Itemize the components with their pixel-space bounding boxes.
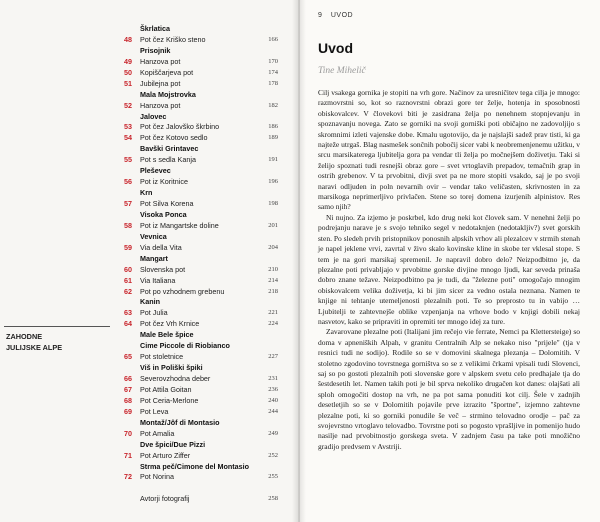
toc-title: Pot Leva: [140, 406, 169, 416]
toc-title: Kanin: [140, 297, 160, 307]
toc-group-heading[interactable]: [120, 341, 278, 352]
section-label-line1: ZAHODNE: [6, 332, 43, 341]
toc-route-number: 67: [124, 384, 132, 394]
toc-entry[interactable]: [120, 199, 278, 210]
toc-page-number: 198: [268, 200, 278, 207]
toc-page-number: 191: [268, 156, 278, 164]
toc-entry[interactable]: [120, 429, 278, 440]
toc-entry[interactable]: [120, 287, 278, 298]
toc-title: Krn: [140, 188, 153, 198]
toc-route-number: 50: [124, 67, 132, 77]
toc-title: Pot Julia: [140, 308, 168, 318]
toc-title: Pot po vzhodnem grebenu: [140, 286, 225, 296]
toc-title: Via della Vita: [140, 242, 182, 252]
toc-entry[interactable]: [120, 122, 278, 133]
toc-page-number: 182: [268, 101, 278, 109]
toc-page-number: 252: [268, 451, 278, 459]
paragraph: Ni nujno. Za izjemo je poskrbel, kdo drug neki kot človek sam. V nenehni želji po podrejanju narave je s svojo tehniko segel v nedotaknjen (nedotakljiv?) svet gorskih sten. Po sledeh prvih pristopnikov ponosnih alpskih vrhov ali plezalcev v strmih stenah je napel jeklene vrvi, zavrtal v živo skalo kovinske kline in skobe ter vklesal stope. S tem je na gori marsikaj spremenil. Je napravil dobro delo? Neizpodbitno je, da plezalne poti privabljajo v prvobitne gorske divjine mnogo ljudi, kar seveda prinaša dobro znane težave. Neizpodbitno pa je tudi, da "železne poti" omogočajo mnogim obiskovalcem velika doživetja, ki bi jim sicer za vedno ostala neznana. Namen te knjige ni tehtanje utemeljenosti plezalnih poti. Te so preprosto tu in vabijo … Ljubitelji te zahtevnejše oblike vzpenjanja na vrhove bodo v knjigi dobili nekaj nasvetov, kako se pripraviti in opremiti ter mnogo idej za ture.: [318, 212, 580, 326]
toc-route-number: 63: [124, 308, 132, 318]
toc-page-number: 166: [268, 35, 278, 43]
toc-page-number: 244: [268, 407, 278, 415]
toc-title: Pot Attila Goitan: [140, 384, 192, 394]
toc-route-number: 54: [124, 133, 132, 143]
toc-group-heading[interactable]: [120, 363, 278, 374]
toc-entry[interactable]: [120, 308, 278, 319]
toc-group-heading[interactable]: [120, 112, 278, 123]
toc-entry[interactable]: [120, 79, 278, 90]
toc-route-number: 51: [124, 78, 132, 88]
toc-title: Bavški Grintavec: [140, 144, 199, 154]
toc-entry[interactable]: [120, 472, 278, 483]
toc-page-number: 240: [268, 396, 278, 404]
toc-entry[interactable]: [120, 155, 278, 166]
toc-title: Pot iz Mangartske doline: [140, 220, 219, 230]
toc-entry[interactable]: [120, 35, 278, 46]
toc-title: Prisojnik: [140, 45, 171, 55]
toc-title: Strma peč/Cimone del Montasio: [140, 461, 250, 471]
toc-route-number: 57: [124, 199, 132, 208]
toc-page-number: 236: [268, 385, 278, 393]
toc-route-number: 55: [124, 155, 132, 165]
toc-entry[interactable]: [120, 101, 278, 112]
section-label-line2: JULIJSKE ALPE: [6, 343, 63, 352]
toc-page-number: 249: [268, 429, 278, 437]
toc-entry[interactable]: [120, 396, 278, 407]
toc-entry[interactable]: [120, 407, 278, 418]
toc-group-heading[interactable]: [120, 144, 278, 155]
toc-group-heading[interactable]: [120, 46, 278, 57]
toc-route-number: 65: [124, 352, 132, 362]
toc-group-heading[interactable]: [120, 254, 278, 265]
toc-route-number: 66: [124, 374, 132, 383]
toc-route-number: 62: [124, 286, 132, 296]
running-head: [318, 12, 353, 19]
toc-title: Pot čez Vrh Krnice: [140, 319, 200, 329]
toc-entry[interactable]: [120, 276, 278, 287]
toc-title: Slovenska pot: [140, 264, 186, 274]
toc-page-number: 224: [268, 320, 278, 328]
toc-title: Cime Piccole di Riobianco: [140, 341, 230, 351]
toc-page-number: 204: [268, 243, 278, 251]
toc-page-number: 218: [268, 287, 278, 295]
toc-title: Škrlatica: [140, 24, 170, 33]
toc-entry[interactable]: [120, 374, 278, 385]
toc-entry[interactable]: [120, 57, 278, 68]
toc-page-number: 221: [268, 309, 278, 317]
toc-title: Vevnica: [140, 231, 167, 241]
toc-page-number: 210: [268, 265, 278, 273]
toc-group-heading[interactable]: [120, 188, 278, 199]
book-gutter: [292, 0, 306, 522]
toc-page-number: 227: [268, 353, 278, 361]
toc-title: Pot čez Kriško steno: [140, 34, 206, 44]
toc-page-number: 201: [268, 221, 278, 229]
toc-route-number: 64: [124, 319, 132, 329]
toc-entry[interactable]: [120, 451, 278, 462]
toc-entry[interactable]: [120, 385, 278, 396]
toc-page-number: 258: [268, 495, 278, 503]
chapter-title: Uvod: [318, 40, 353, 56]
toc-entry[interactable]: [120, 177, 278, 188]
toc-route-number: 52: [124, 100, 132, 110]
toc-entry[interactable]: [120, 352, 278, 363]
toc-title: Mala Mojstrovka: [140, 89, 196, 99]
toc-title: Pleševec: [140, 166, 171, 176]
toc-group-heading[interactable]: [120, 297, 278, 308]
toc-title: Hanzova pot: [140, 56, 181, 66]
toc-page-number: 170: [268, 57, 278, 65]
toc-title: Viš in Poliški špiki: [140, 363, 203, 373]
toc-route-number: 53: [124, 122, 132, 132]
toc-group-heading[interactable]: [120, 24, 278, 35]
toc-route-number: 69: [124, 406, 132, 416]
toc-group-heading[interactable]: [120, 90, 278, 101]
toc-group-heading[interactable]: [120, 440, 278, 451]
toc-title: Pot čez Kotovo sedlo: [140, 133, 208, 143]
toc-title: Pot Silva Korena: [140, 199, 194, 208]
toc-page-number: 231: [268, 375, 278, 382]
paragraph: Zavarovane plezalne poti (Italijani jim rečejo vie ferrate, Nemci pa Klettersteige) so doma v apneniških Alpah, v granitu Centralnih Alp se nekako niso "prijele" (tja v resnici tudi ne sodijo). Rodile so se v domovini skalnega plezanja – Dolomitih. V stoletno zgodovino tovrstnega gorništva so se z velikimi črkami vpisali tudi Slovenci, saj so po gostoti plezalnih poti slovenske gore v alpskem svetu celo predhajale tja do šestdesetih let. Namen takih poti je bil sprva nekoliko drugačen kot danes: olajšati ali sploh omogočiti dostop na vrh, ne pa pot sama ponuditi kot cilj. Šele v zadnjih desetletjih so se v Dolomitih pojavile prve izrazito "športne", izjemno zahtevne plezalne poti, ki so gorniki ponudile še več – strmino telovadno orodje – pač za svojevrstno vrtoglavo telovadbo. Tovrstne poti so pogosto vprašljive in pomenijo hudo nasilje nad prvobitnostjo gorskega sveta. V zadnjem času pa take poti množično gradijo predvsem v Avstriji.: [318, 327, 580, 451]
toc-group-heading[interactable]: [120, 210, 278, 221]
toc-title: Pot s sedla Kanja: [140, 155, 196, 165]
toc-title: Jubilejna pot: [140, 78, 181, 88]
toc-route-number: 68: [124, 395, 132, 405]
section-label: [4, 326, 110, 353]
toc-title: Avtorji fotografij: [140, 494, 190, 504]
left-page: [0, 0, 298, 522]
toc-route-number: 61: [124, 275, 132, 285]
toc-title: Pot Arturo Ziffer: [140, 450, 191, 460]
toc-entry[interactable]: [120, 494, 278, 505]
toc-page-number: 178: [268, 79, 278, 87]
toc-page-number: 255: [268, 473, 278, 481]
toc-route-number: 49: [124, 56, 132, 66]
toc-title: Pot Norina: [140, 472, 174, 482]
toc-title: Male Bele špice: [140, 330, 194, 340]
toc-title: Pot stoletnice: [140, 352, 184, 362]
toc-group-heading[interactable]: [120, 166, 278, 177]
toc-title: Montaž/Jôf di Montasio: [140, 417, 220, 427]
toc-page-number: 189: [268, 134, 278, 142]
toc-title: Pot Ceria-Merlone: [140, 395, 199, 405]
toc-entry[interactable]: [120, 221, 278, 232]
toc-title: Mangart: [140, 253, 168, 263]
toc-entry[interactable]: [120, 243, 278, 254]
toc-group-heading[interactable]: [120, 462, 278, 473]
body-text: [318, 88, 580, 452]
toc-route-number: 56: [124, 177, 132, 187]
toc-title: Pot iz Koritnice: [140, 177, 188, 187]
toc-route-number: 58: [124, 220, 132, 230]
toc-entry[interactable]: [120, 265, 278, 276]
toc-group-heading[interactable]: [120, 232, 278, 243]
toc-title: Pot čez Jalovško škrbino: [140, 122, 220, 132]
toc-title: Dve špici/Due Pizzi: [140, 439, 206, 449]
page-number: 9: [318, 12, 323, 19]
toc-title: Visoka Ponca: [140, 209, 187, 219]
toc-page-number: 214: [268, 276, 278, 284]
toc-title: Jalovec: [140, 111, 167, 121]
toc-group-heading[interactable]: [120, 418, 278, 429]
toc-route-number: 59: [124, 242, 132, 252]
paragraph: Cilj vsakega gornika je stopiti na vrh gore. Načinov za uresničitev tega cilja je mnogo: razmovrstni so, kot so raznovrstni obrazi gore ter želje, hotenja in sposobnosti obiskovalcev. V človekovi biti je zasidrana želja po nenehnem stopnjevanju in spoznavanju novega. Zato se gorniki na svoji gorniški poti običajno ne zadovoljijo s skromnimi izleti vajenske dobe. Kmalu ugotovijo, da je najslajši sadež prav tisti, ki ga najteže utrgaš. Blag nasmešek sončnih pobočij sicer vabi k neobremenjenemu užitku, v srcu marsikaterega ljubitelja gora pa vendar tli želja po močnejšem doživetju. Taki si želijo spoznati tudi resnejši obraz gore – svet vrtoglavih prepadov, temačnih grap in ostrih grebenov. V ta prvobitni, divji svet pa ne more stopiti vsakdo, saj je po svoji naravi odljuden in poln nevarnih ovir – vendar tako veličasten, skrivnosten in za marsikoga neprimerljivo privlačen. Stene so torej domena izurjenih alpinistov. Res samo njih?: [318, 88, 580, 212]
running-head-title: UVOD: [330, 12, 354, 19]
toc-page-number: 196: [268, 178, 278, 186]
toc-entry[interactable]: [120, 133, 278, 144]
toc-title: Kopiščarjeva pot: [140, 67, 194, 77]
chapter-author: Tine Mihelič: [318, 66, 366, 76]
toc-spacer: [120, 483, 278, 494]
toc-route-number: 71: [124, 450, 132, 460]
toc-title: Hanzova pot: [140, 100, 181, 110]
toc-entry[interactable]: [120, 319, 278, 330]
toc-page-number: 174: [268, 68, 278, 76]
toc-route-number: 70: [124, 428, 132, 438]
table-of-contents: [120, 24, 278, 505]
toc-title: Severovzhodna deber: [140, 374, 211, 383]
toc-group-heading[interactable]: [120, 330, 278, 341]
toc-entry[interactable]: [120, 68, 278, 79]
toc-route-number: 60: [124, 264, 132, 274]
toc-route-number: 48: [124, 34, 132, 44]
toc-page-number: 186: [268, 123, 278, 131]
toc-title: Pot Amalia: [140, 428, 175, 438]
toc-route-number: 72: [124, 472, 132, 482]
toc-title: Via Italiana: [140, 275, 176, 285]
